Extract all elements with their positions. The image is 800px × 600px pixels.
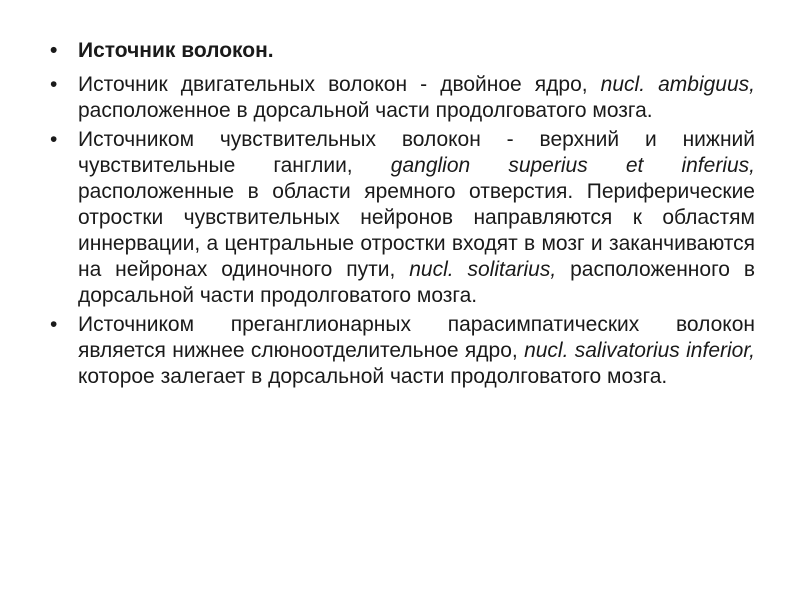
bullet-text: расположенное в дорсальной части продолговатого мозга. <box>78 99 653 122</box>
bullet-text: которое залегает в дорсальной части продолговатого мозга. <box>78 365 668 388</box>
bullet-list <box>50 38 755 390</box>
bullet-text: расположенные в области яремного отверстия. Периферические отростки чувствительных нейронов направляются к областям иннервации, а центральные отростки входят в мозг и заканчиваются на нейронах одиночного пути, <box>78 180 755 281</box>
bullet-parasympathetic-fibers <box>50 312 755 390</box>
bullet-heading <box>50 38 755 64</box>
bullet-text: расположенного в дорсальной части продолговатого мозга. <box>78 258 756 307</box>
latin-term: nucl. salivatorius inferior, <box>524 339 756 362</box>
bullet-text: Источник волокон. <box>78 39 274 62</box>
latin-term: nucl. solitarius, <box>409 258 557 281</box>
bullet-text: Источник двигательных волокон - двойное ядро, <box>78 73 601 96</box>
bullet-motor-fibers <box>50 72 755 124</box>
bullet-text: Источником чувствительных волокон - верхний и нижний чувствительные ганглии, <box>78 128 755 177</box>
bullet-text: Источником преганглионарных парасимпатических волокон является нижнее слюноотделительное ядро, <box>78 313 755 362</box>
bullet-sensory-fibers <box>50 127 755 309</box>
latin-term: nucl. ambiguus, <box>600 73 755 96</box>
latin-term: ganglion superius et inferius, <box>390 154 755 177</box>
